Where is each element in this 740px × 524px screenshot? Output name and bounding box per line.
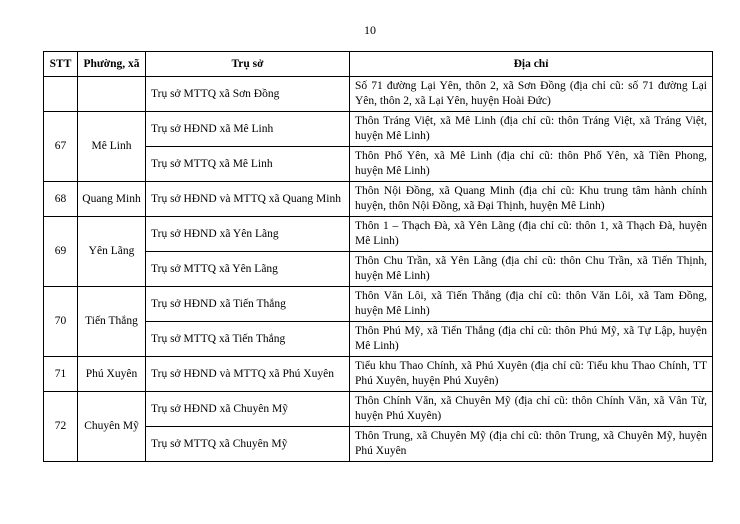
address-cell: Thôn Phú Mỹ, xã Tiến Thắng (địa chỉ cũ: thôn Phú Mỹ, xã Tự Lập, huyện Mê Linh) (350, 322, 713, 357)
address-cell: Thôn Văn Lôi, xã Tiến Thắng (địa chỉ cũ: thôn Văn Lôi, xã Tam Đồng, huyện Mê Linh) (350, 287, 713, 322)
table-header-row (44, 52, 713, 77)
stt-cell: 68 (44, 182, 78, 217)
office-cell: Trụ sở HĐND xã Yên Lãng (146, 217, 350, 252)
ward-cell (78, 77, 146, 112)
ward-cell: Chuyên Mỹ (78, 392, 146, 462)
header-address: Địa chỉ (350, 52, 713, 77)
address-cell: Thôn Chu Trần, xã Yên Lãng (địa chỉ cũ: thôn Chu Trần, xã Tiến Thịnh, huyện Mê Linh) (350, 252, 713, 287)
address-cell: Tiểu khu Thao Chính, xã Phú Xuyên (địa chỉ cũ: Tiểu khu Thao Chính, TT Phú Xuyên, huyện Phú Xuyên) (350, 357, 713, 392)
office-cell: Trụ sở HĐND xã Mê Linh (146, 112, 350, 147)
stt-cell: 67 (44, 112, 78, 182)
office-cell: Trụ sở MTTQ xã Mê Linh (146, 147, 350, 182)
office-cell: Trụ sở HĐND và MTTQ xã Quang Minh (146, 182, 350, 217)
table-row (44, 392, 713, 427)
office-cell: Trụ sở MTTQ xã Sơn Đồng (146, 77, 350, 112)
address-cell: Thôn Tráng Việt, xã Mê Linh (địa chỉ cũ: thôn Tráng Việt, xã Tráng Việt, huyện Mê Linh) (350, 112, 713, 147)
office-cell: Trụ sở MTTQ xã Chuyên Mỹ (146, 427, 350, 462)
stt-cell: 70 (44, 287, 78, 357)
page-number: 10 (364, 23, 376, 37)
office-cell: Trụ sở HĐND xã Chuyên Mỹ (146, 392, 350, 427)
address-cell: Thôn Chính Văn, xã Chuyên Mỹ (địa chỉ cũ: thôn Chính Văn, xã Vân Từ, huyện Phú Xuyên) (350, 392, 713, 427)
office-cell: Trụ sở HĐND xã Tiến Thắng (146, 287, 350, 322)
table-row (44, 287, 713, 322)
office-cell: Trụ sở MTTQ xã Yên Lãng (146, 252, 350, 287)
table-row (44, 357, 713, 392)
address-cell: Số 71 đường Lại Yên, thôn 2, xã Sơn Đồng (địa chỉ cũ: số 71 đường Lại Yên, thôn 2, xã Lại Yên, huyện Hoài Đức) (350, 77, 713, 112)
table-row (44, 112, 713, 147)
office-address-table (43, 51, 713, 462)
stt-cell: 69 (44, 217, 78, 287)
table-row (44, 77, 713, 112)
office-cell: Trụ sở MTTQ xã Tiến Thắng (146, 322, 350, 357)
ward-cell: Yên Lãng (78, 217, 146, 287)
header-ward: Phường, xã (78, 52, 146, 77)
office-cell: Trụ sở HĐND và MTTQ xã Phú Xuyên (146, 357, 350, 392)
header-office: Trụ sở (146, 52, 350, 77)
header-stt: STT (44, 52, 78, 77)
ward-cell: Quang Minh (78, 182, 146, 217)
ward-cell: Tiến Thắng (78, 287, 146, 357)
table-row (44, 217, 713, 252)
address-cell: Thôn 1 – Thạch Đà, xã Yên Lãng (địa chỉ cũ: thôn 1, xã Thạch Đà, huyện Mê Linh) (350, 217, 713, 252)
stt-cell (44, 77, 78, 112)
stt-cell: 71 (44, 357, 78, 392)
address-cell: Thôn Nội Đồng, xã Quang Minh (địa chỉ cũ: Khu trung tâm hành chính huyện, thôn Nội Đồng, xã Đại Thịnh, huyện Mê Linh) (350, 182, 713, 217)
table-row (44, 182, 713, 217)
address-cell: Thôn Trung, xã Chuyên Mỹ (địa chỉ cũ: thôn Trung, xã Chuyên Mỹ, huyện Phú Xuyên (350, 427, 713, 462)
ward-cell: Mê Linh (78, 112, 146, 182)
stt-cell: 72 (44, 392, 78, 462)
address-cell: Thôn Phố Yên, xã Mê Linh (địa chỉ cũ: thôn Phố Yên, xã Tiền Phong, huyện Mê Linh) (350, 147, 713, 182)
ward-cell: Phú Xuyên (78, 357, 146, 392)
